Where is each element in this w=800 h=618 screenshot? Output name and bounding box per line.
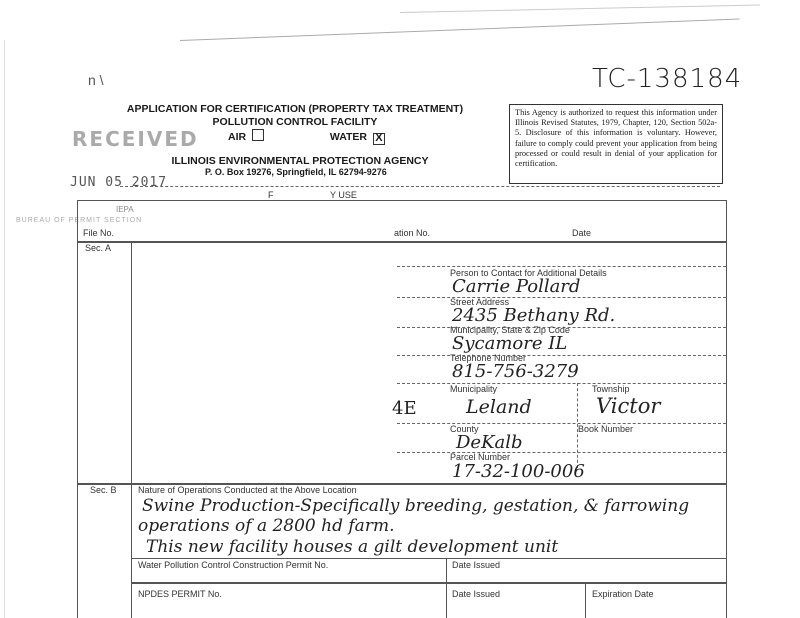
notice-text: This Agency is authorized to request this information under Illinois Revised Statutes, 1979, Chapter, 120, Section 502a-5. Disclosure of this information is voluntary. However, failure to comply could prevent your application from being processed or could result in denial of your application for certification. — [515, 108, 717, 169]
expiration-divider — [585, 582, 586, 618]
stamp-date: JUN 05 2017 — [70, 175, 168, 190]
form-title: APPLICATION FOR CERTIFICATION (PROPERTY TAX TREATMENT) — [126, 103, 464, 115]
date-label: Date — [572, 228, 592, 238]
nature-label: Nature of Operations Conducted at the Above Location — [138, 485, 357, 495]
rule-a4 — [397, 355, 726, 356]
parcel-label: Parcel Number — [450, 452, 511, 462]
air-checkbox[interactable] — [252, 129, 264, 141]
npdes-permit-label: NPDES PERMIT No. — [138, 589, 222, 599]
application-no-label: ation No. — [394, 228, 431, 238]
contact-value[interactable]: Carrie Pollard — [452, 276, 581, 297]
municipality-state-zip-value[interactable]: Sycamore IL — [452, 333, 568, 354]
npdes-date-issued-label: Date Issued — [452, 589, 501, 599]
parcel-value[interactable]: 17-32-100-006 — [452, 461, 585, 482]
water-label: WATER — [329, 131, 367, 143]
use-row-rule — [77, 200, 727, 201]
rule-a5 — [397, 383, 726, 384]
received-stamp: RECEIVED — [72, 127, 199, 151]
township-label: Township — [592, 384, 630, 394]
checkbox-row — [228, 129, 385, 145]
telephone-label: Telephone Number — [450, 353, 527, 363]
county-label: County — [450, 424, 479, 434]
header-rule — [120, 186, 720, 187]
wpc-permit-label: Water Pollution Control Construction Permit No. — [138, 560, 329, 570]
nature-line-3[interactable]: This new facility houses a gilt development unit — [146, 537, 559, 557]
date-issued-divider — [446, 558, 447, 618]
sec-a-label: Sec. A — [85, 243, 112, 253]
township-value[interactable]: Victor — [596, 394, 661, 418]
telephone-value[interactable]: 815-756-3279 — [452, 361, 579, 382]
scan-margin-line — [4, 40, 5, 618]
county-value[interactable]: DeKalb — [456, 432, 523, 453]
wpc-top-rule — [131, 558, 726, 559]
stamp-iepa: IEPA — [116, 205, 134, 214]
street-label: Street Address — [450, 297, 510, 307]
nature-line-2[interactable]: operations of a 2800 hd farm. — [138, 516, 395, 536]
nature-line-1[interactable]: Swine Production-Specifically breeding, gestation, & farrowing — [142, 496, 690, 516]
use-label: Y USE — [330, 190, 357, 200]
municipality-state-zip-label: Municipality, State & Zip Code — [450, 325, 570, 335]
contact-label: Person to Contact for Additional Details — [450, 268, 607, 278]
stamp-permit: BUREAU OF PERMIT SECTION — [16, 217, 143, 224]
rule-a6 — [397, 423, 726, 424]
document-number: TC-138184 — [592, 64, 743, 94]
water-checkbox[interactable] — [373, 133, 385, 145]
rule-a1 — [397, 266, 726, 267]
npdes-top-rule — [131, 582, 726, 584]
book-number-label: Book Number — [578, 424, 634, 434]
use-f-label: F — [268, 190, 274, 200]
range-fragment: 4E — [392, 398, 417, 419]
water-check-mark: X — [375, 132, 383, 144]
scan-artifact — [180, 19, 740, 41]
notice-box — [509, 104, 723, 184]
form-left-border — [77, 200, 78, 618]
top-marks: n \ — [88, 72, 104, 88]
municipality-label: Municipality — [450, 384, 498, 394]
sec-b-divider — [131, 483, 132, 618]
form-subtitle: POLLUTION CONTROL FACILITY — [212, 116, 378, 128]
agency-address: P. O. Box 19276, Springfield, IL 62794-9276 — [205, 167, 387, 177]
scan-artifact-2 — [400, 4, 760, 13]
air-label: AIR — [228, 131, 247, 143]
expiration-date-label: Expiration Date — [592, 589, 654, 599]
file-no-label: File No. — [83, 228, 115, 238]
agency-name: ILLINOIS ENVIRONMENTAL PROTECTION AGENCY — [171, 155, 429, 167]
rule-a7 — [397, 452, 726, 453]
form-right-border — [726, 200, 727, 618]
municipality-value[interactable]: Leland — [466, 396, 532, 418]
sec-b-label: Sec. B — [90, 485, 117, 495]
rule-a2 — [397, 297, 726, 298]
file-row-rule — [77, 241, 727, 243]
date-issued-label: Date Issued — [452, 560, 501, 570]
sec-a-divider — [131, 241, 132, 483]
street-value[interactable]: 2435 Bethany Rd. — [452, 305, 616, 326]
